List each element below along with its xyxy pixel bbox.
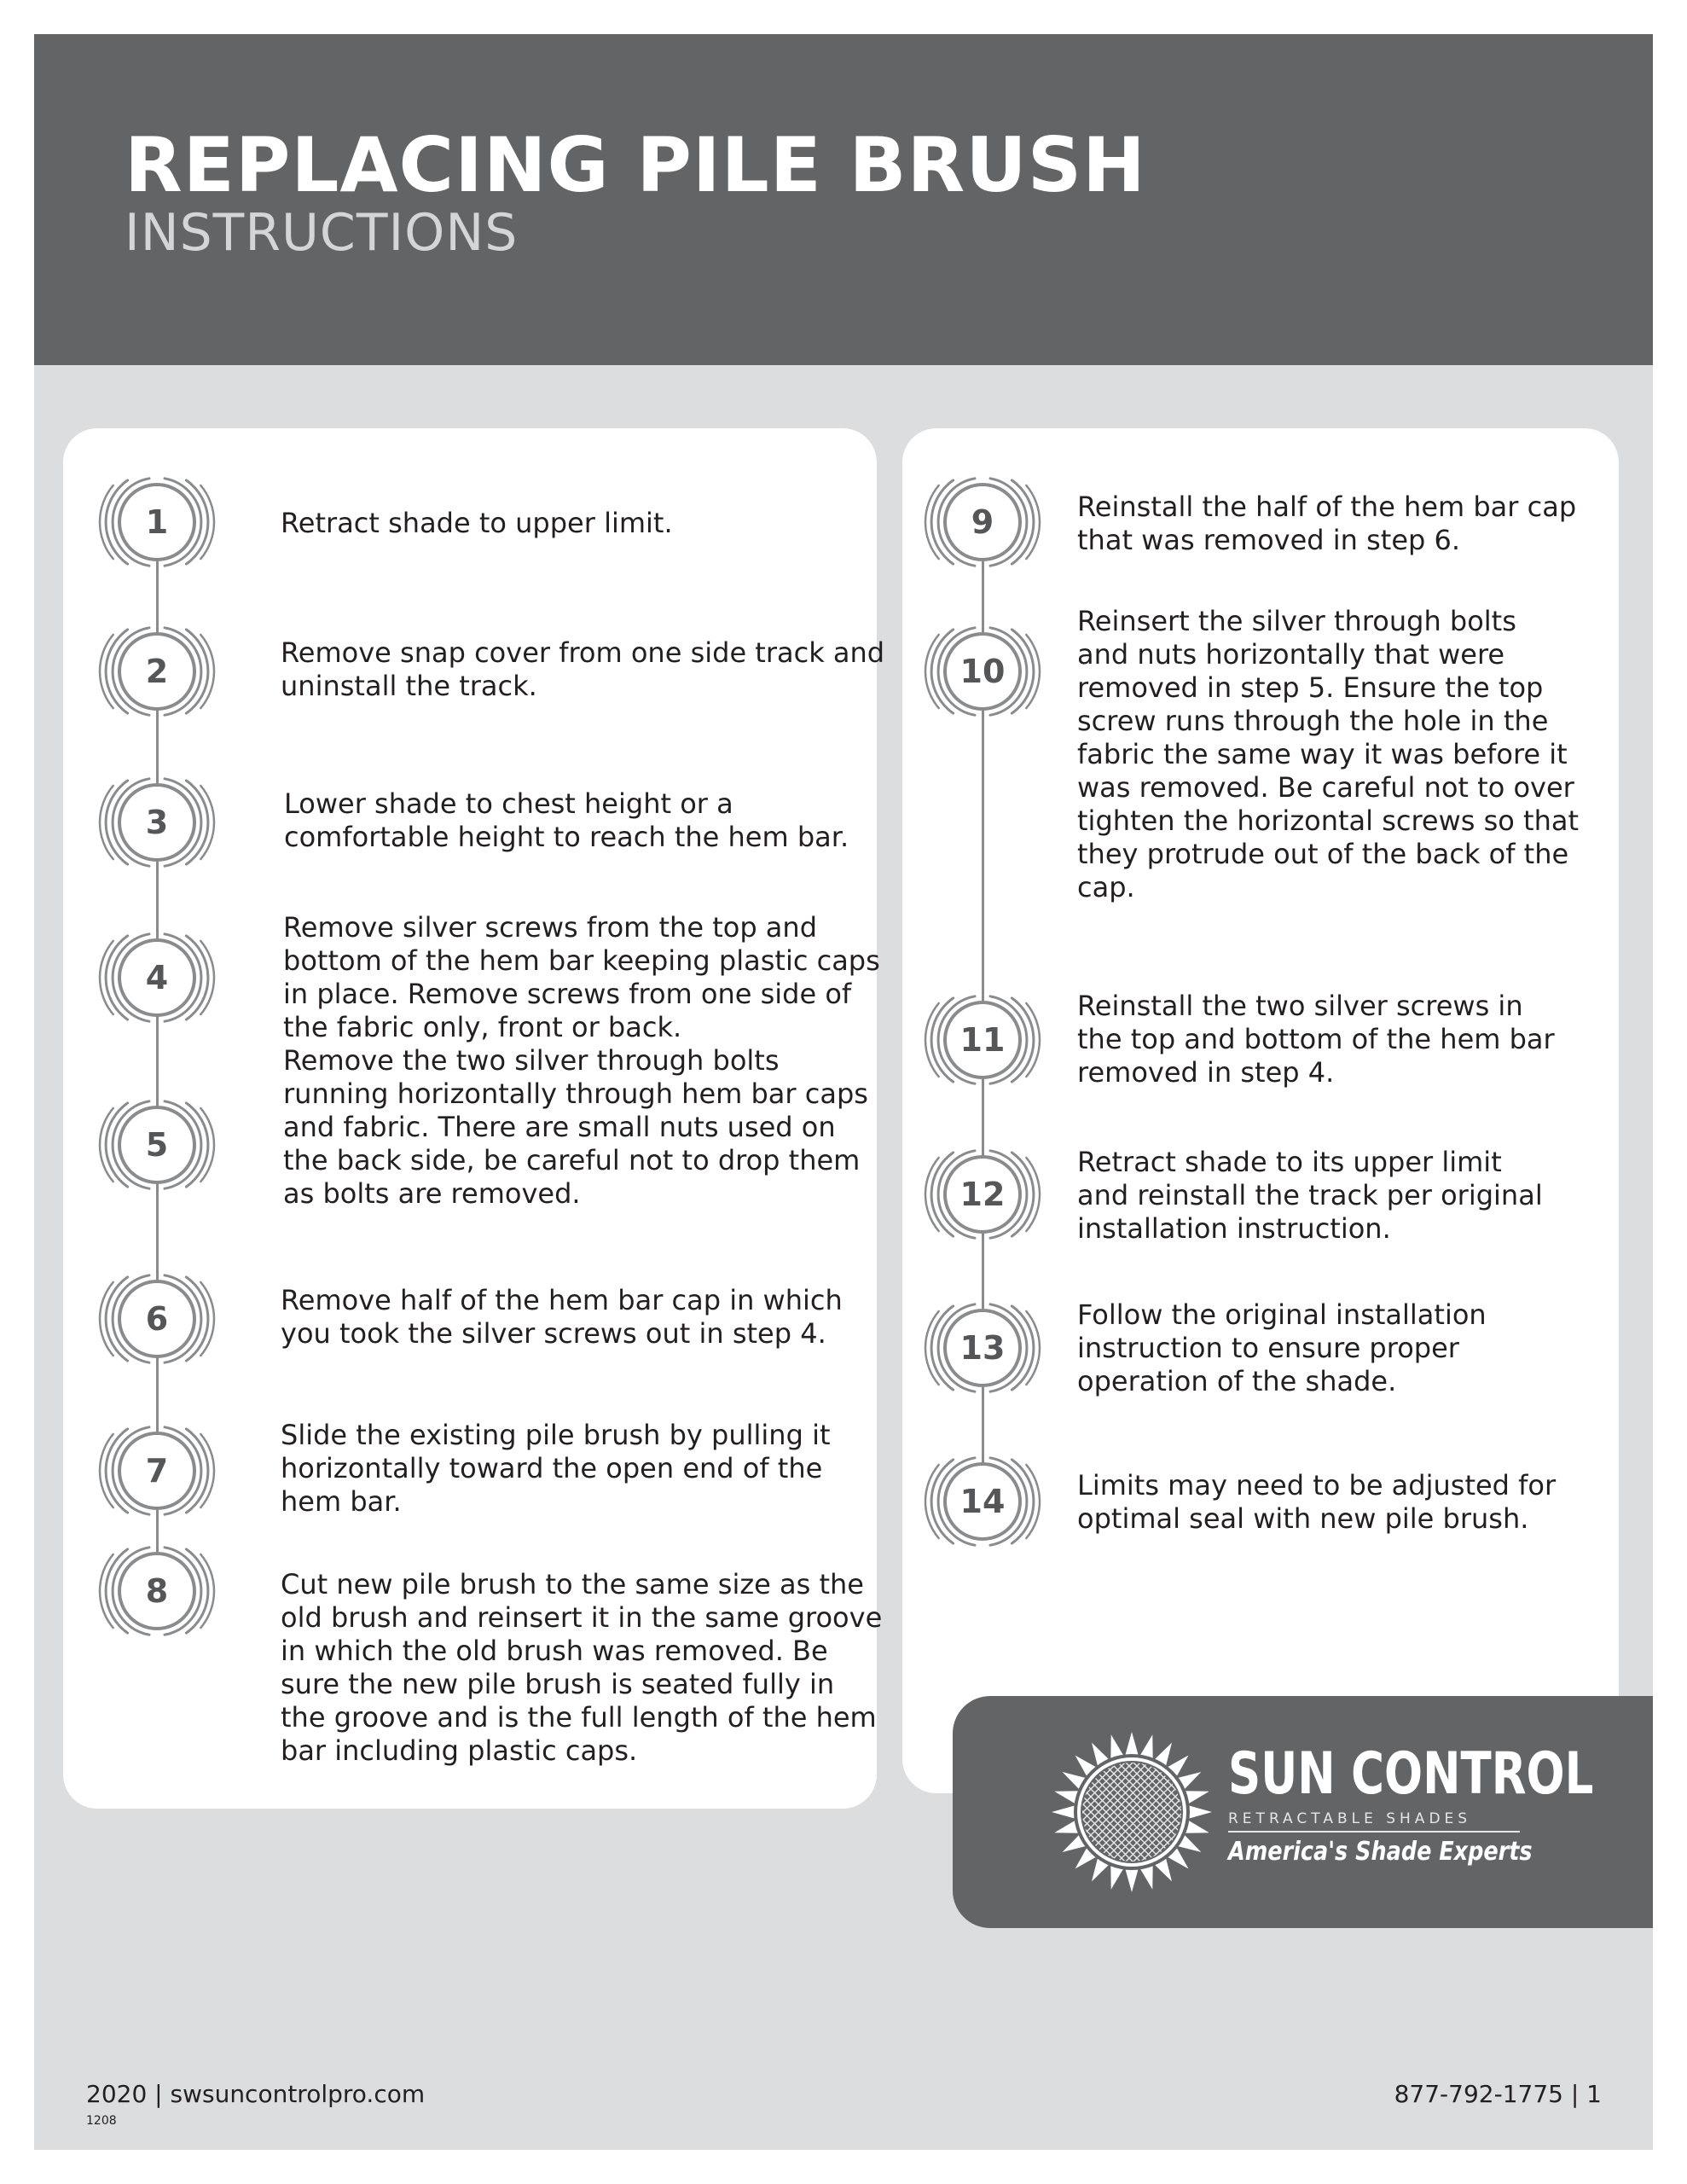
step-text: Lower shade to chest height or a comfortable height to reach the hem bar.: [284, 787, 849, 853]
footer-year-website: 2020 | swsuncontrolpro.com: [86, 2080, 426, 2108]
step-number: 2: [145, 653, 169, 690]
step-badge: [93, 607, 221, 735]
step-text: Reinsert the silver through bolts and nuts horizontally that were removed in step 5. Ensure the top screw runs through the hole in the fabric the same way it was before it was removed. Be careful not to over tighten the horizontal screws so that they protrude out of the back of the cap.: [1077, 605, 1580, 903]
step-text: Reinstall the two silver screws in the top and bottom of the hem bar removed in step 4.: [1077, 990, 1555, 1089]
step-number: 13: [959, 1329, 1006, 1367]
step-number: 1: [145, 503, 169, 541]
step-badge: [919, 458, 1046, 586]
step-text: Reinstall the half of the hem bar cap that was removed in step 6.: [1077, 491, 1577, 556]
step-badge: [919, 607, 1046, 735]
step-text: Slide the existing pile brush by pulling it horizontally toward the open end of the hem bar.: [281, 1419, 831, 1518]
step-badge: [919, 1284, 1046, 1412]
page-subtitle: INSTRUCTIONS: [125, 203, 519, 263]
footer-phone-page: 877-792-1775 | 1: [1394, 2080, 1602, 2108]
step-text: Retract shade to its upper limit and reinstall the track per original installation instruction.: [1077, 1146, 1543, 1245]
step-badge: [93, 1407, 221, 1535]
sun-logo-icon: [1048, 1728, 1215, 1896]
brand-logo-box: [953, 1696, 1653, 1928]
step-badge: [93, 1081, 221, 1209]
step-badge: [93, 458, 221, 586]
step-badge: [93, 1527, 221, 1655]
step-number: 14: [959, 1483, 1006, 1520]
step-text: Remove silver screws from the top and bottom of the hem bar keeping plastic caps in place. Remove screws from one side of the fabric only, front or back.: [283, 911, 880, 1043]
step-text: Follow the original installation instruction to ensure proper operation of the shade.: [1077, 1298, 1487, 1397]
step-number: 10: [959, 653, 1006, 690]
step-badge: [93, 1255, 221, 1383]
brand-name: SUN CONTROL: [1228, 1740, 1594, 1808]
brand-tagline: America's Shade Experts: [1228, 1837, 1533, 1867]
step-badge: [93, 758, 221, 886]
step-badge: [919, 976, 1046, 1104]
page-title: REPLACING PILE BRUSH: [125, 121, 1146, 209]
step-number: 11: [959, 1021, 1006, 1059]
brand-subline: RETRACTABLE SHADES: [1228, 1809, 1520, 1833]
step-number: 12: [959, 1176, 1006, 1213]
step-text: Cut new pile brush to the same size as the old brush and reinsert it in the same groove in which the old brush was removed. Be sure the new pile brush is seated fully in the groove and is the full length of the hem bar including plastic caps.: [281, 1568, 883, 1767]
footer-document-code: 1208: [86, 2114, 117, 2128]
step-number: 6: [145, 1300, 169, 1338]
step-badge: [919, 1130, 1046, 1258]
step-badge: [93, 914, 221, 1042]
step-number: 7: [145, 1452, 169, 1490]
page-background: [34, 34, 1653, 2150]
steps-panel-right: [902, 428, 1619, 1793]
steps-panel-left: [63, 428, 885, 1809]
step-number: 5: [145, 1126, 169, 1164]
step-text: Retract shade to upper limit.: [281, 507, 673, 539]
step-number: 4: [145, 959, 169, 996]
step-number: 8: [145, 1572, 169, 1610]
step-text: Limits may need to be adjusted for optimal seal with new pile brush.: [1077, 1469, 1557, 1535]
header-banner: [34, 34, 1653, 365]
step-number: 9: [971, 503, 994, 541]
step-number: 3: [145, 804, 169, 841]
step-text: Remove snap cover from one side track and uninstall the track.: [281, 636, 885, 702]
step-text: Remove half of the hem bar cap in which you took the silver screws out in step 4.: [281, 1284, 843, 1350]
step-badge: [919, 1438, 1046, 1565]
step-text: Remove the two silver through bolts running horizontally through hem bar caps and fabric. There are small nuts used on the back side, be careful not to drop them as bolts are removed.: [283, 1044, 868, 1210]
